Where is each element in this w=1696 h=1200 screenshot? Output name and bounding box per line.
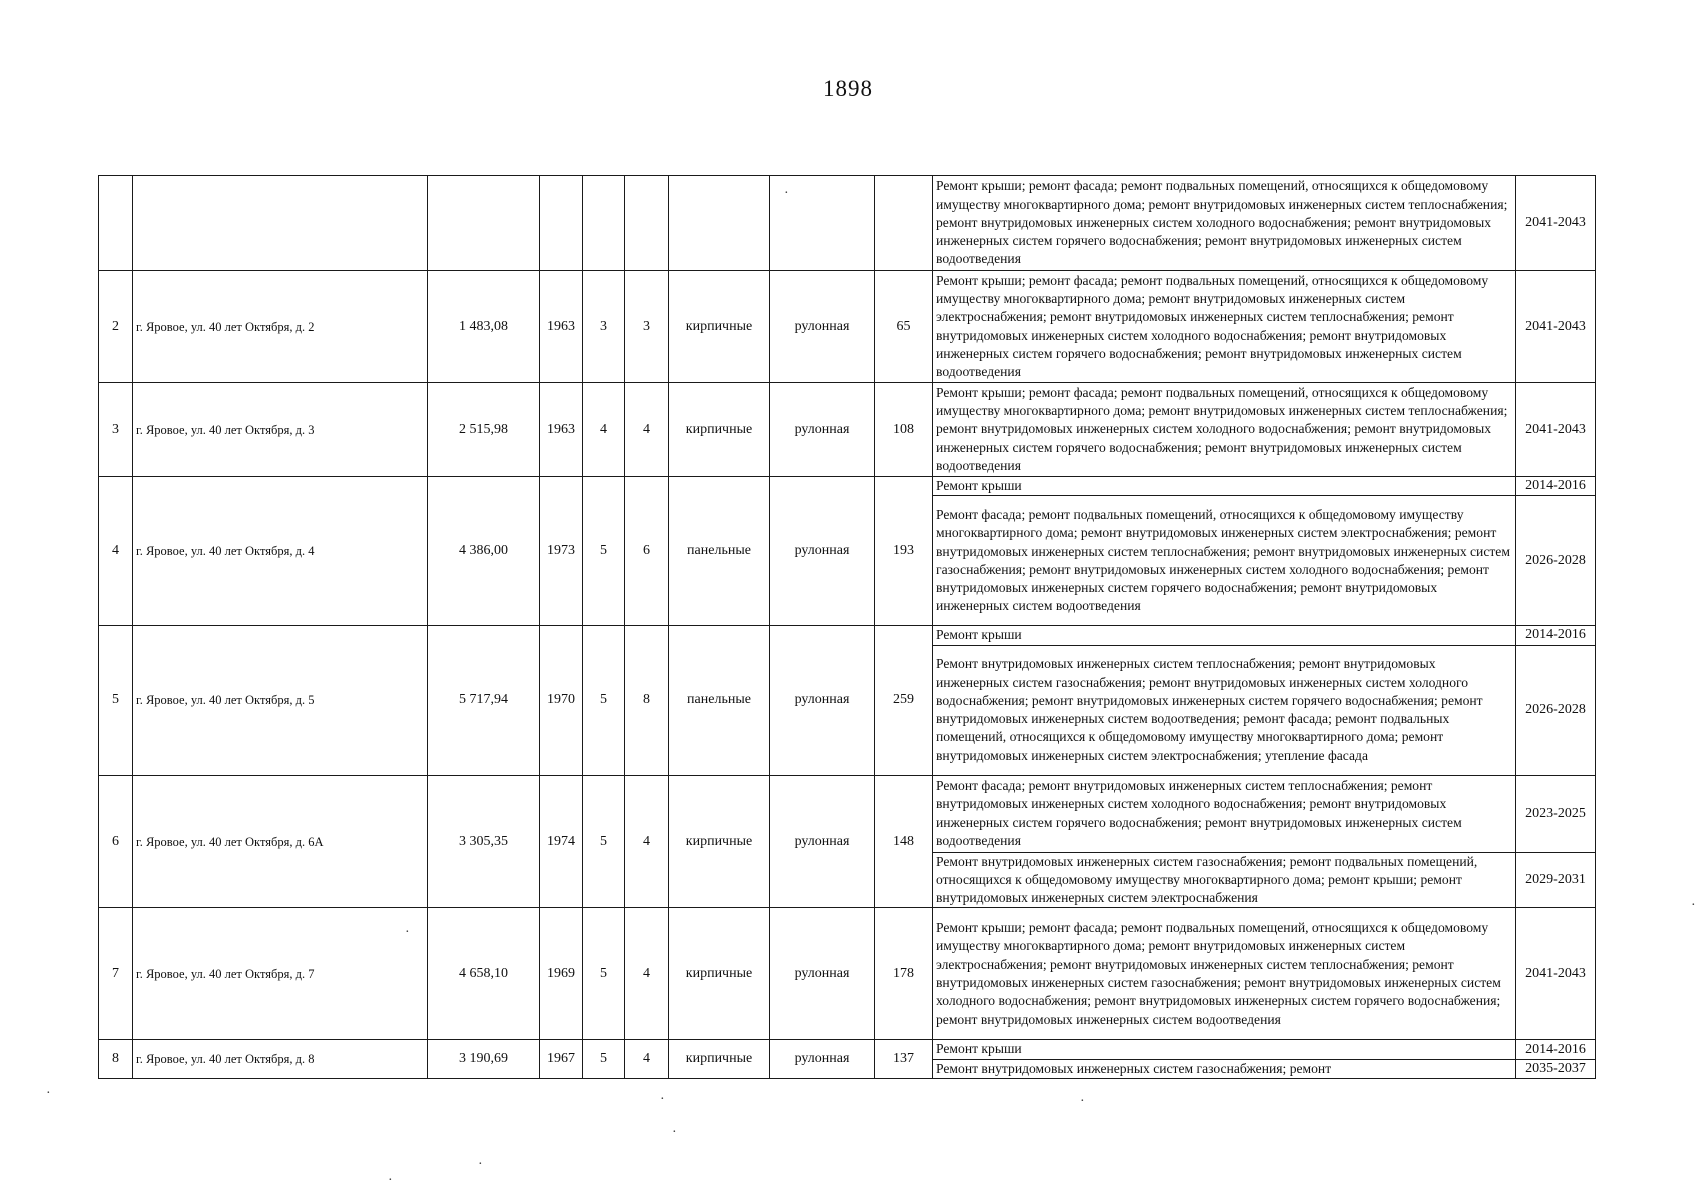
scan-speck: · (46, 1086, 51, 1101)
repair-period: 2014-2016 (1516, 477, 1596, 496)
entrance-count (625, 176, 669, 271)
wall-material (669, 176, 770, 271)
entrance-count: 4 (625, 775, 669, 908)
repair-works: Ремонт фасада; ремонт внутридомовых инженерных систем теплоснабжения; ремонт внутридомовых инженерных систем холодного водоснабжения; ремонт внутридомовых инженерных систем горячего водоснабжения; ремонт внутридомовых инженерных систем водоотведения (933, 775, 1516, 852)
row-number: 3 (99, 383, 133, 477)
repair-works: Ремонт крыши (933, 1040, 1516, 1059)
scan-speck: · (1691, 898, 1696, 913)
table-row (99, 271, 1596, 383)
repair-period: 2035-2037 (1516, 1059, 1596, 1078)
repair-period: 2014-2016 (1516, 1040, 1596, 1059)
repair-period: 2023-2025 (1516, 775, 1596, 852)
entrance-count: 8 (625, 626, 669, 775)
housing-registry-table (98, 175, 1596, 1079)
repair-period: 2041-2043 (1516, 383, 1596, 477)
build-year: 1974 (540, 775, 583, 908)
apartment-count: 65 (875, 271, 933, 383)
scan-speck: · (478, 1157, 483, 1172)
scan-speck: · (1080, 1094, 1085, 1109)
floor-count: 3 (583, 271, 625, 383)
build-year: 1963 (540, 383, 583, 477)
scan-speck: · (388, 1173, 393, 1188)
repair-period: 2041-2043 (1516, 271, 1596, 383)
apartment-count: 148 (875, 775, 933, 908)
row-number: 7 (99, 908, 133, 1040)
page-number: 1898 (823, 76, 873, 101)
repair-period: 2041-2043 (1516, 176, 1596, 271)
entrance-count: 4 (625, 1040, 669, 1079)
row-number: 4 (99, 477, 133, 626)
roof-type: рулонная (770, 775, 875, 908)
table-row (99, 908, 1596, 1040)
house-address: г. Яровое, ул. 40 лет Октября, д. 6А (133, 775, 428, 908)
entrance-count: 4 (625, 908, 669, 1040)
repair-works: Ремонт внутридомовых инженерных систем газоснабжения; ремонт (933, 1059, 1516, 1078)
row-number: 6 (99, 775, 133, 908)
house-area: 1 483,08 (428, 271, 540, 383)
repair-works: Ремонт крыши (933, 477, 1516, 496)
house-address: г. Яровое, ул. 40 лет Октября, д. 3 (133, 383, 428, 477)
house-area: 3 190,69 (428, 1040, 540, 1079)
house-address: г. Яровое, ул. 40 лет Октября, д. 2 (133, 271, 428, 383)
apartment-count: 193 (875, 477, 933, 626)
repair-works: Ремонт крыши; ремонт фасада; ремонт подвальных помещений, относящихся к общедомовому имуществу многоквартирного дома; ремонт внутридомовых инженерных систем электроснабжения; ремонт внутридомовых инженерных систем теплоснабжения; ремонт внутридомовых инженерных систем холодного водоснабжения; ремонт внутридомовых инженерных систем горячего водоснабжения; ремонт внутридомовых инженерных систем водоотведения (933, 271, 1516, 383)
apartment-count: 108 (875, 383, 933, 477)
table-row (99, 477, 1596, 496)
apartment-count: 259 (875, 626, 933, 775)
entrance-count: 6 (625, 477, 669, 626)
apartment-count: 178 (875, 908, 933, 1040)
apartment-count (875, 176, 933, 271)
repair-works: Ремонт внутридомовых инженерных систем теплоснабжения; ремонт внутридомовых инженерных систем газоснабжения; ремонт внутридомовых инженерных систем холодного водоснабжения; ремонт внутридомовых инженерных систем горячего водоснабжения; ремонт внутридомовых инженерных систем водоотведения; ремонт фасада; ремонт подвальных помещений, относящихся к общедомовому имуществу многоквартирного дома; ремонт внутридомовых инженерных систем электроснабжения; утепление фасада (933, 645, 1516, 775)
wall-material: панельные (669, 626, 770, 775)
row-number (99, 176, 133, 271)
table-row (99, 1040, 1596, 1059)
wall-material: кирпичные (669, 271, 770, 383)
repair-works: Ремонт фасада; ремонт подвальных помещений, относящихся к общедомовому имуществу многоквартирного дома; ремонт внутридомовых инженерных систем электроснабжения; ремонт внутридомовых инженерных систем теплоснабжения; ремонт внутридомовых инженерных систем газоснабжения; ремонт внутридомовых инженерных систем холодного водоснабжения; ремонт внутридомовых инженерных систем горячего водоснабжения; ремонт внутридомовых инженерных систем водоотведения (933, 496, 1516, 626)
floor-count: 5 (583, 626, 625, 775)
house-address: г. Яровое, ул. 40 лет Октября, д. 4 (133, 477, 428, 626)
house-area: 3 305,35 (428, 775, 540, 908)
house-area (428, 176, 540, 271)
roof-type: рулонная (770, 1040, 875, 1079)
repair-works: Ремонт крыши (933, 626, 1516, 645)
wall-material: кирпичные (669, 383, 770, 477)
house-address (133, 176, 428, 271)
build-year: 1967 (540, 1040, 583, 1079)
floor-count: 4 (583, 383, 625, 477)
repair-works: Ремонт крыши; ремонт фасада; ремонт подвальных помещений, относящихся к общедомовому имуществу многоквартирного дома; ремонт внутридомовых инженерных систем электроснабжения; ремонт внутридомовых инженерных систем теплоснабжения; ремонт внутридомовых инженерных систем газоснабжения; ремонт внутридомовых инженерных систем холодного водоснабжения; ремонт внутридомовых инженерных систем горячего водоснабжения; ремонт внутридомовых инженерных систем водоотведения (933, 908, 1516, 1040)
row-number: 2 (99, 271, 133, 383)
roof-type: рулонная (770, 626, 875, 775)
house-address: г. Яровое, ул. 40 лет Октября, д. 7 (133, 908, 428, 1040)
build-year: 1969 (540, 908, 583, 1040)
house-area: 5 717,94 (428, 626, 540, 775)
repair-period: 2026-2028 (1516, 645, 1596, 775)
repair-period: 2029-2031 (1516, 852, 1596, 908)
roof-type: рулонная (770, 908, 875, 1040)
repair-period: 2041-2043 (1516, 908, 1596, 1040)
floor-count (583, 176, 625, 271)
build-year: 1963 (540, 271, 583, 383)
scan-speck: · (660, 1092, 665, 1107)
wall-material: кирпичные (669, 775, 770, 908)
table-row (99, 626, 1596, 645)
floor-count: 5 (583, 1040, 625, 1079)
build-year: 1970 (540, 626, 583, 775)
roof-type: рулонная (770, 271, 875, 383)
build-year: 1973 (540, 477, 583, 626)
house-address: г. Яровое, ул. 40 лет Октября, д. 5 (133, 626, 428, 775)
entrance-count: 3 (625, 271, 669, 383)
floor-count: 5 (583, 477, 625, 626)
repair-period: 2014-2016 (1516, 626, 1596, 645)
house-area: 4 386,00 (428, 477, 540, 626)
table-row (99, 775, 1596, 852)
row-number: 8 (99, 1040, 133, 1079)
floor-count: 5 (583, 775, 625, 908)
scan-speck: · (405, 925, 410, 940)
wall-material: панельные (669, 477, 770, 626)
house-address: г. Яровое, ул. 40 лет Октября, д. 8 (133, 1040, 428, 1079)
registry-body (99, 176, 1596, 1079)
repair-works: Ремонт крыши; ремонт фасада; ремонт подвальных помещений, относящихся к общедомовому имуществу многоквартирного дома; ремонт внутридомовых инженерных систем теплоснабжения; ремонт внутридомовых инженерных систем холодного водоснабжения; ремонт внутридомовых инженерных систем горячего водоснабжения; ремонт внутридомовых инженерных систем водоотведения (933, 176, 1516, 271)
wall-material: кирпичные (669, 1040, 770, 1079)
repair-period: 2026-2028 (1516, 496, 1596, 626)
row-number: 5 (99, 626, 133, 775)
table-row (99, 383, 1596, 477)
build-year (540, 176, 583, 271)
apartment-count: 137 (875, 1040, 933, 1079)
house-area: 4 658,10 (428, 908, 540, 1040)
roof-type: рулонная (770, 477, 875, 626)
repair-works: Ремонт внутридомовых инженерных систем газоснабжения; ремонт подвальных помещений, относящихся к общедомовому имуществу многоквартирного дома; ремонт крыши; ремонт внутридомовых инженерных систем электроснабжения (933, 852, 1516, 908)
repair-works: Ремонт крыши; ремонт фасада; ремонт подвальных помещений, относящихся к общедомовому имуществу многоквартирного дома; ремонт внутридомовых инженерных систем теплоснабжения; ремонт внутридомовых инженерных систем холодного водоснабжения; ремонт внутридомовых инженерных систем горячего водоснабжения; ремонт внутридомовых инженерных систем водоотведения (933, 383, 1516, 477)
entrance-count: 4 (625, 383, 669, 477)
wall-material: кирпичные (669, 908, 770, 1040)
table-row (99, 176, 1596, 271)
house-area: 2 515,98 (428, 383, 540, 477)
scan-speck: · (784, 186, 789, 201)
roof-type: рулонная (770, 383, 875, 477)
floor-count: 5 (583, 908, 625, 1040)
scan-speck: · (672, 1125, 677, 1140)
